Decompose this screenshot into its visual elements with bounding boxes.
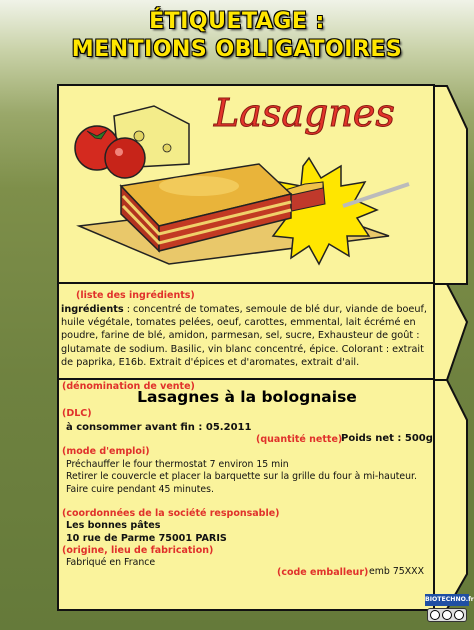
cc-license-icon (427, 608, 467, 622)
page-title-line-2: MENTIONS OBLIGATOIRES (71, 37, 403, 62)
product-script-title: Lasagnes (214, 91, 395, 135)
usage-line: Retirer le couvercle et placer la barquette sur la grille du four à mi-hauteur. (66, 471, 417, 483)
ingredients-heading: ingrédients (61, 304, 124, 315)
divider-ingredients (57, 378, 435, 380)
dlc-value: à consommer avant fin : 05.2011 (66, 422, 252, 433)
net-quantity-value: Poids net : 500g (341, 433, 433, 444)
divider-illustration (57, 282, 435, 284)
ingredients-body: : concentré de tomates, semoule de blé dur, viande de boeuf, huile végétale, tomates pelées, oeuf, carottes, emmental, lait écrémé en poudre, farine de blé, amidon, parmesan, sel, sucre, Exhausteur de goût : glutamate de sodium. Basilic, vin blanc concentré, épice. Colorant : extrait de paprika, E16b. Extrait d'épices et d'aromates, extrait d'ail. (61, 304, 428, 368)
company-details (66, 519, 227, 545)
biotechno-logo (425, 594, 474, 624)
usage-instructions (66, 459, 434, 496)
sales-name-label: (dénomination de vente) (62, 381, 195, 392)
net-quantity-label: (quantité nette) (256, 434, 343, 445)
lasagna-illustration (59, 86, 433, 282)
company-name: Les bonnes pâtes (66, 520, 161, 531)
box-side-tabs (433, 84, 474, 611)
ingredients-label: (liste des ingrédients) (76, 290, 195, 301)
origin-label: (origine, lieu de fabrication) (62, 545, 214, 556)
biotechno-logo-text: BIOTECHNO.fr (425, 594, 469, 606)
page-title (0, 8, 474, 64)
usage-line: Faire cuire pendant 45 minutes. (66, 483, 214, 495)
packer-code-label: (code emballeur) (277, 567, 369, 578)
usage-line: Préchauffer le four thermostat 7 environ 15 min (66, 459, 289, 470)
company-address: 10 rue de Parme 75001 PARIS (66, 533, 227, 544)
usage-label: (mode d'emploi) (62, 446, 150, 457)
company-label: (coordonnées de la société responsable) (62, 508, 280, 519)
page-title-line-1: ÉTIQUETAGE : (149, 9, 325, 34)
product-name: Lasagnes à la bolognaise (137, 388, 357, 406)
packer-code-value: emb 75XXX (369, 566, 425, 577)
ingredients-text (61, 303, 433, 369)
origin-value: Fabriqué en France (66, 557, 156, 568)
dlc-label: (DLC) (62, 408, 92, 419)
